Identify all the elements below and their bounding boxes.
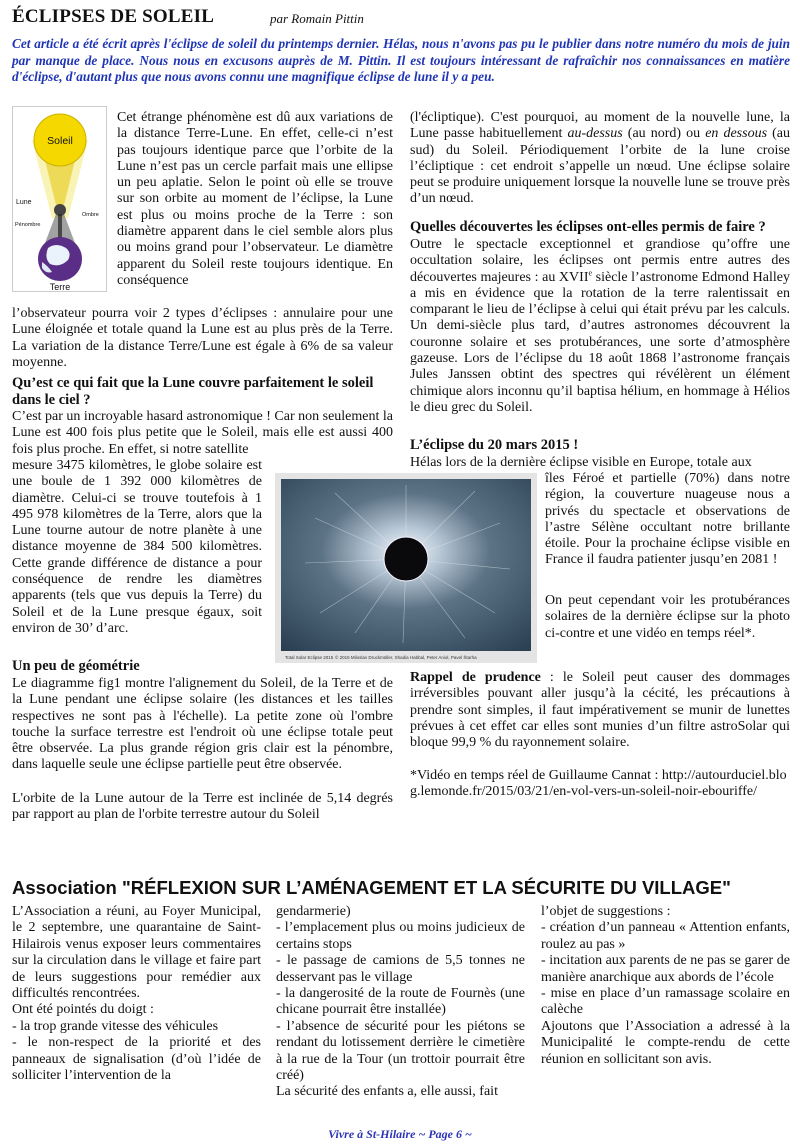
association-column-3: [541, 904, 790, 1068]
association-list-item: - mise en place d’un ramassage scolaire en calèche: [541, 986, 790, 1018]
penumbra-label: Pénombre: [15, 222, 41, 228]
association-text: gendarmerie): [276, 904, 351, 919]
association-text: Ont été pointés du doigt :: [12, 1002, 154, 1018]
sun-label: Soleil: [47, 135, 73, 147]
article-byline: par Romain Pittin: [270, 11, 364, 26]
paragraph-distances: mesure 3475 kilomètres, le globe solaire est une boule de 1 392 000 kilomètres de diamètre. Celui-ci se trouve toutefois à 1 495 978 kilomètres de la Terre, alors que la Lune tourne autour de notre planète à une distance moyenne de 384 500 kilomètres. Cette grande différence de distance a pour conséquence de rendre les diamètres apparents (tels que vus depuis la Terre) du Soleil et de la Lune presque égaux, soit environ de 30’ d’arc.: [12, 458, 262, 636]
paragraph-astronomical-chance: C’est par un incroyable hasard astronomique ! Car non seulement la Lune est 400 fois plus petite que le Soleil, mais elle est aussi 400 fois plus proche. En effet, si notre satellite: [12, 409, 393, 457]
video-note: *Vidéo en temps réel de Guillaume Cannat : http://autourduciel.blog.lemonde.fr/2015/03/21/en-vol-vers-un-soleil-noir-ebouriffe/: [410, 768, 787, 800]
paragraph-protuberances: On peut cependant voir les protubérances solaires de la dernière éclipse sur la photo ci-contre et une vidéo en temps réel*.: [545, 593, 790, 641]
photo-caption-left: Total Solar Eclipse 2015: [285, 655, 334, 660]
article-title: ÉCLIPSES DE SOLEIL: [12, 6, 215, 27]
association-list-item: - l’absence de sécurité pour les piétons se rendant du lotissement derrière le cimetière à la rue de la Tour (un trottoir pourrait être créé): [276, 1018, 525, 1084]
paragraph-ecliptic: (l'écliptique). C'est pourquoi, au moment de la nouvelle lune, la Lune passe habituellement au-dessus (au nord) ou en dessous (au sud) du Soleil. Périodiquement l’orbite de la lune croise l’écliptique : cet endroit s’appelle un nœud. Une éclipse solaire peut se produire uniquement lorsque la nouvelle lune se trouve près d’un nœud.: [410, 110, 790, 207]
association-text: L’Association a réuni, au Foyer Municipal, le 2 septembre, une quarantaine de Saint-Hilairois venus exposer leurs commentaires sur la circulation dans le village et faire part de leurs suggestions pour remédier aux difficultés rencontrées.: [12, 904, 261, 1002]
paragraph-last-eclipse-start: Hélas lors de la dernière éclipse visible en Europe, totale aux: [410, 455, 752, 470]
umbra-label: Ombre: [82, 212, 99, 218]
moon-label: Lune: [16, 199, 32, 206]
paragraph-variations: Cet étrange phénomène est dû aux variations de la distance Terre-Lune. En effet, celle-ci n’est pas toujours identique parce que l’orbite de la Lune n’est pas un cercle parfait mais une ellipse un peu aplatie. Selon le point où elle se trouve sur son orbite au moment de l’éclipse, la Lune est plus ou moins proche de la Terre : son diamètre apparent dans le ciel semble alors plus ou moins grand pour l’observateur. Le diamètre apparent du Soleil reste toujours identique. En conséquence: [117, 110, 393, 288]
safety-label: Rappel de prudence: [410, 670, 541, 685]
page-footer: Vivre à St-Hilaire ~ Page 6 ~: [328, 1127, 472, 1141]
paragraph-safety: Rappel de prudence : le Soleil peut causer des dommages irréversibles pouvant aller jusqu’à la cécité, les précautions à prendre sont simples, il faut impérativement se munir de lunettes prévues à cet effet car elles sont munies d’un filtre astroSolar qui bloque 99,9 % du rayonnement solaire.: [410, 670, 790, 751]
earth-label: Terre: [49, 282, 71, 292]
association-text: Ajoutons que l’Association a adressé à la Municipalité le compte-rendu de cette réunion en sollicitant son avis.: [541, 1018, 790, 1067]
association-list-item: - le passage de camions de 5,5 tonnes ne desservant pas le village: [276, 953, 525, 985]
eclipse-photo: [275, 473, 537, 663]
association-list-item: - incitation aux parents de ne pas se garer de manière anarchique aux abords de l’école: [541, 953, 790, 985]
paragraph-last-eclipse: îles Féroé et partielle (70%) dans notre région, la couverture nuageuse nous a privés du spectacle et observations de l’astre Sélène occultant notre brillante étoile. Pour la prochaine éclipse visible en France il faudra patienter jusqu’en 2081 !: [545, 471, 790, 568]
paragraph-discoveries: Outre le spectacle exceptionnel et grandiose qu’offre une occultation solaire, les éclipses ont permis entre autres des découvertes majeures : au XVIIe siècle l’astronome Edmond Halley a mis en évidence que la rotation de la terre ralentissait en comparant le lieu de l’éclipse à celui qui était prévu par les calculs. Un demi-siècle plus tard, d’autres astronomes découvrent la couronne solaire et ses protubérances, une sorte d’atmosphère gazeuse. Lors de l’éclipse du 18 août 1868 l’astronome français Jules Janssen obtint des spectres qui révélèrent un élément chimique alors inconnu qu’il baptisa hélium, en hommage à Hélios le dieu grec du Soleil.: [410, 237, 790, 415]
heading-moon-covers-sun: Qu’est ce qui fait que la Lune couvre parfaitement le soleil dans le ciel ?: [12, 375, 374, 408]
association-list-item: - la dangerosité de la route de Fournès (une chicane pourrait être installée): [276, 986, 525, 1018]
paragraph-eclipse-types: l’observateur pourra voir 2 types d’éclipses : annulaire pour une Lune éloignée et totale quand la Lune est au plus près de la Terre. La variation de la distance Terre/Lune est égale à 6% de sa valeur moyenne.: [12, 306, 393, 370]
eclipse-diagram: [12, 106, 107, 292]
association-column-2: [276, 904, 525, 1101]
photo-caption-right: © 2015 Miloslav Druckmüller, Shadia Habbal, Peter Aniol, Pavel Štarha: [335, 655, 477, 660]
association-title: Association "RÉFLEXION SUR L’AMÉNAGEMENT ET LA SÉCURITE DU VILLAGE": [12, 877, 731, 898]
association-list-item: - création d’un panneau « Attention enfants, roulez au pas »: [541, 920, 790, 952]
association-text: l’objet de suggestions :: [541, 904, 671, 919]
heading-geometry: Un peu de géométrie: [12, 658, 140, 674]
association-column-1: [12, 904, 261, 1084]
article-intro: Cet article a été écrit après l'éclipse de soleil du printemps dernier. Hélas, nous n'avons pas pu le publier dans notre numéro du mois de juin par manque de place. Nous nous en excusons auprès de M. Pittin. Il est toujours intéressant de rafraîchir nos connaissances en matière d'éclipse, d'autant plus que nous avons connu une magnifique éclipse de lune il y a peu.: [12, 36, 790, 85]
paragraph-geometry: Le diagramme fig1 montre l'alignement du Soleil, de la Terre et de la Lune pendant une éclipse solaire (les distances et les tailles respectives ne sont pas à l'échelle). La petite zone où l'ombre touche la surface terrestre est l'endroit où une éclipse totale peut être observée. La plus grande région gris clair est la pénombre, dans laquelle seule une éclipse partielle peut être observée.: [12, 676, 393, 773]
association-list-item: - la trop grande vitesse des véhicules: [12, 1018, 219, 1034]
association-text: La sécurité des enfants a, elle aussi, fait: [276, 1084, 498, 1100]
association-list-item: - l’emplacement plus ou moins judicieux de certains stops: [276, 920, 525, 952]
heading-eclipse-2015: L’éclipse du 20 mars 2015 !: [410, 437, 579, 453]
heading-discoveries: Quelles découvertes les éclipses ont-elles permis de faire ?: [410, 219, 766, 235]
paragraph-orbit-inclination: L'orbite de la Lune autour de la Terre est inclinée de 5,14 degrés par rapport au plan de l'orbite terrestre autour du Soleil: [12, 791, 393, 823]
association-list-item: - le non-respect de la priorité et des panneaux de signalisation (d’où l’idée de solliciter l’intervention de la: [12, 1035, 261, 1084]
